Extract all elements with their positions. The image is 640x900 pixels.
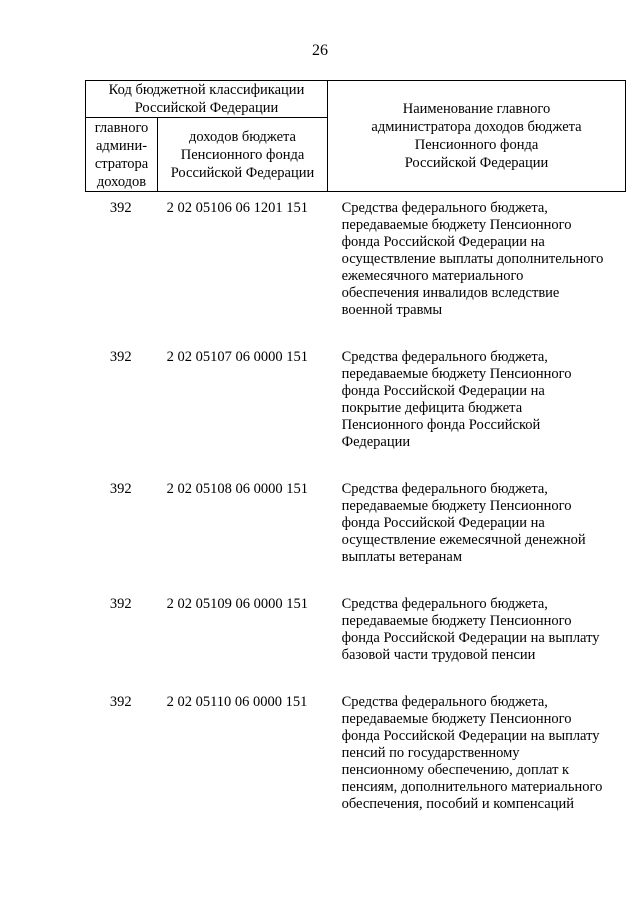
entry-description: Средства федерального бюджета, передаваемые бюджету Пенсионного фонда Российской Федерации на выплату пенсий по государственному пенсионному обеспечению, доплат к пенсиям, дополнительного материального обеспечения, пособий и компенсаций bbox=[341, 694, 603, 812]
entry-row bbox=[85, 481, 625, 566]
header-admin-text: главного админи- стратора доходов bbox=[94, 119, 149, 190]
entry-budget-code: 2 02 05108 06 0000 151 bbox=[166, 481, 308, 497]
header-group-title-text: Код бюджетной классификации Российской Федерации bbox=[108, 82, 305, 116]
entry-admin-code: 392 bbox=[109, 200, 132, 216]
entry-admin-code: 392 bbox=[109, 481, 132, 497]
header-code-column bbox=[158, 118, 328, 192]
entry-description: Средства федерального бюджета, передаваемые бюджету Пенсионного фонда Российской Федерации на осуществление ежемесячной денежной выплаты ветеранам bbox=[341, 481, 586, 565]
entry-row bbox=[85, 694, 625, 813]
classification-header-table bbox=[85, 80, 626, 192]
entry-budget-code: 2 02 05106 06 1201 151 bbox=[166, 200, 308, 216]
entry-admin-code: 392 bbox=[109, 596, 132, 612]
entry-budget-code: 2 02 05110 06 0000 151 bbox=[166, 694, 308, 710]
entry-budget-code: 2 02 05107 06 0000 151 bbox=[166, 349, 308, 365]
entry-row bbox=[85, 200, 625, 319]
header-name-text: Наименование главного администратора доходов бюджета Пенсионного фонда Российской Федерации bbox=[371, 101, 582, 171]
header-code-text: доходов бюджета Пенсионного фонда Российской Федерации bbox=[170, 128, 315, 181]
entry-description: Средства федерального бюджета, передаваемые бюджету Пенсионного фонда Российской Федерации на выплату базовой части трудовой пенсии bbox=[341, 596, 600, 663]
entry-admin-code: 392 bbox=[109, 694, 132, 710]
header-admin-column bbox=[86, 118, 158, 192]
header-name-column bbox=[328, 81, 626, 192]
entry-row bbox=[85, 596, 625, 664]
entry-row bbox=[85, 349, 625, 451]
entry-description: Средства федерального бюджета, передаваемые бюджету Пенсионного фонда Российской Федерации на покрытие дефицита бюджета Пенсионного фонда Российской Федерации bbox=[341, 349, 572, 450]
page-number: 26 bbox=[312, 42, 328, 59]
header-group-title bbox=[86, 81, 328, 118]
entry-admin-code: 392 bbox=[109, 349, 132, 365]
entries-list bbox=[85, 200, 625, 843]
entry-budget-code: 2 02 05109 06 0000 151 bbox=[166, 596, 308, 612]
entry-description: Средства федерального бюджета, передаваемые бюджету Пенсионного фонда Российской Федерации на осуществление выплаты дополнительного ежемесячного материального обеспечения инвалидов вследствие военной травмы bbox=[341, 200, 604, 318]
